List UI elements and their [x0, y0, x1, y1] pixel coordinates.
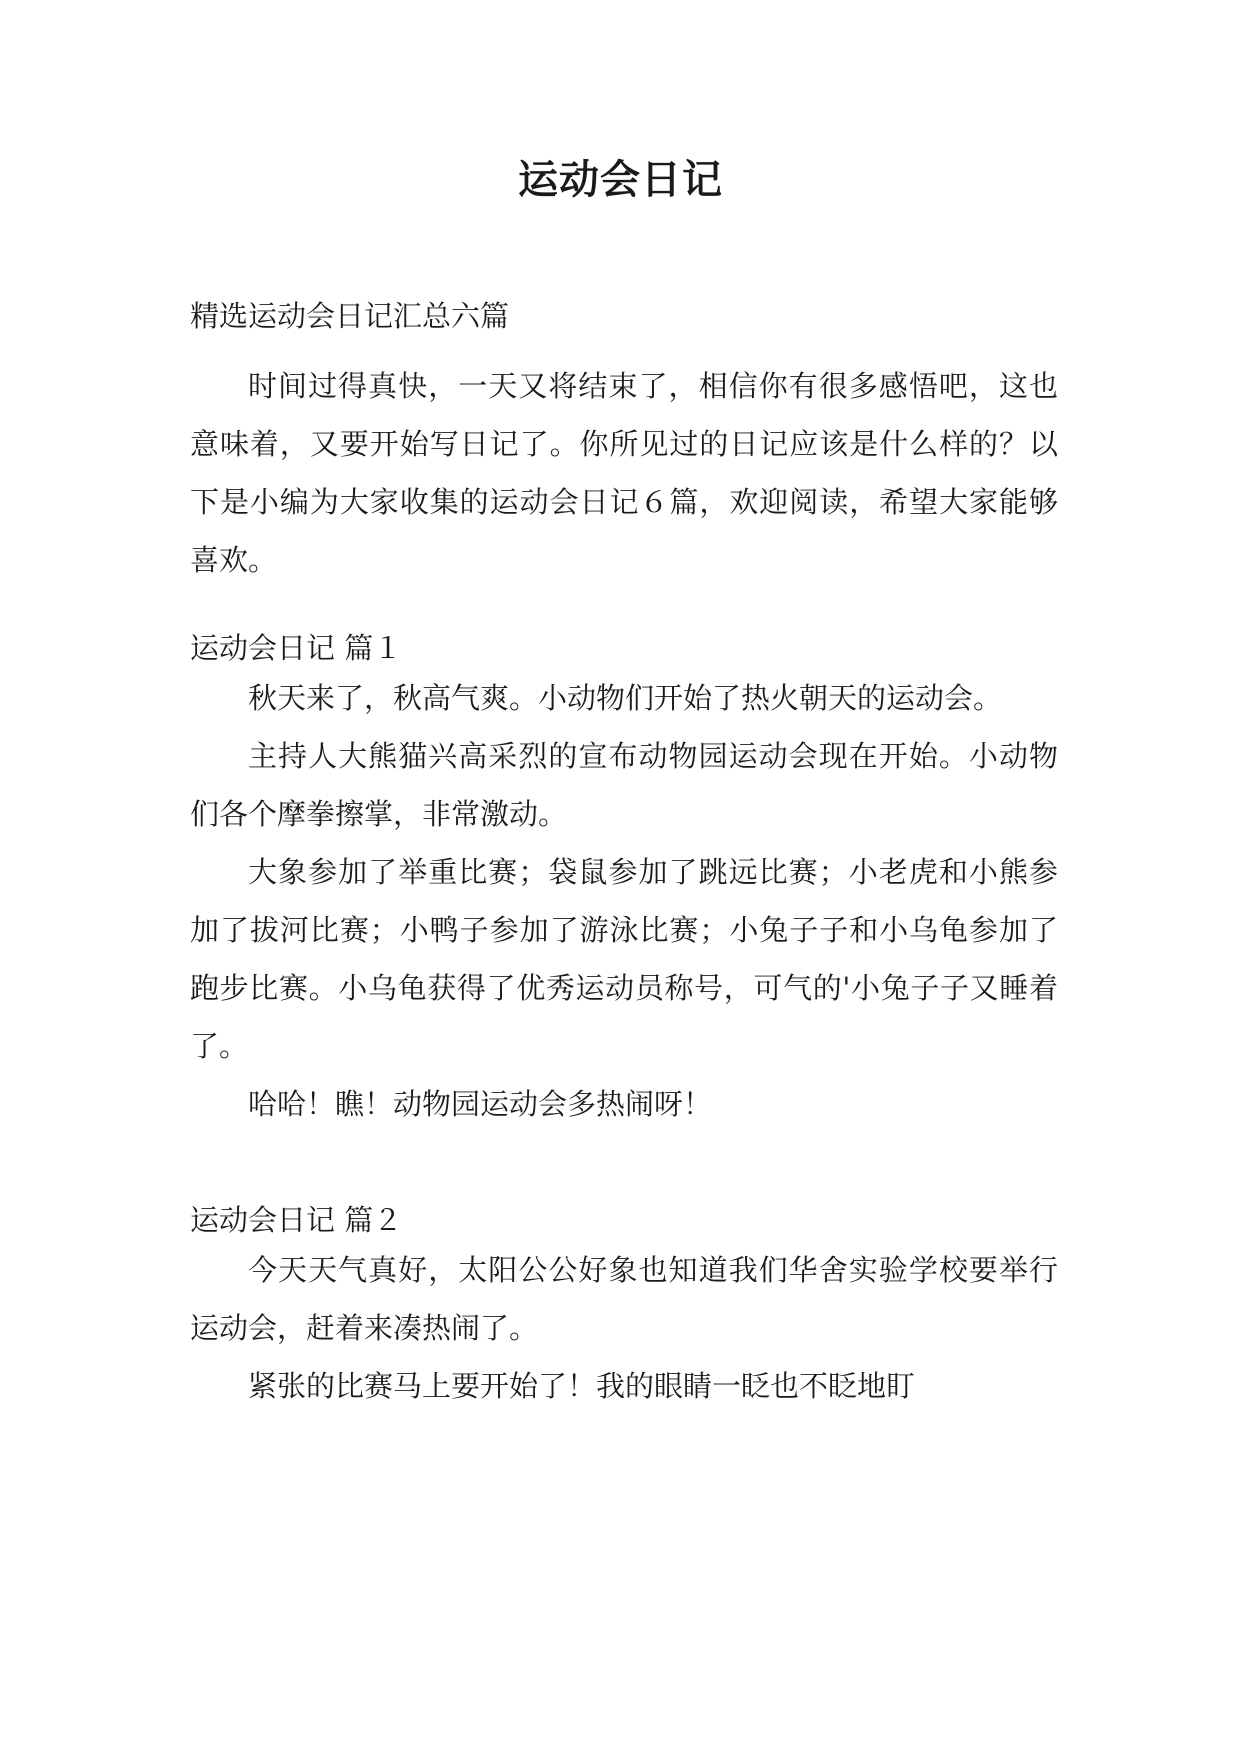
- document-subtitle: 精选运动会日记汇总六篇: [190, 299, 510, 333]
- paragraph: 秋天来了，秋高气爽。小动物们开始了热火朝天的运动会。: [248, 681, 1003, 715]
- paragraph: 主持人大熊猫兴高采烈的宣布动物园运动会现在开始。小动物们各个摩拳擦掌，非常激动。: [190, 739, 1058, 831]
- paragraph: 大象参加了举重比赛；袋鼠参加了跳远比赛；小老虎和小熊参加了拔河比赛；小鸭子参加了游泳比赛；小兔子子和小乌龟参加了跑步比赛。小乌龟获得了优秀运动员称号，可气的'小兔子子又睡着了。: [190, 855, 1058, 1063]
- paragraph: 紧张的比赛马上要开始了！我的眼睛一眨也不眨地盯: [248, 1369, 916, 1403]
- section-1-body: [190, 669, 1058, 1133]
- paragraph: 今天天气真好，太阳公公好象也知道我们华舍实验学校要举行运动会，赶着来凑热闹了。: [190, 1253, 1058, 1345]
- section-heading-1: 运动会日记 篇１: [190, 631, 403, 665]
- paragraph: 哈哈！瞧！动物园运动会多热闹呀！: [248, 1087, 713, 1121]
- intro-block: [190, 357, 1058, 589]
- section-heading-2: 运动会日记 篇２: [190, 1203, 403, 1237]
- document-title: 运动会日记: [518, 157, 723, 203]
- section-2-body: [190, 1241, 1058, 1415]
- intro-paragraph: 时间过得真快，一天又将结束了，相信你有很多感悟吧，这也意味着，又要开始写日记了。你所见过的日记应该是什么样的？以下是小编为大家收集的运动会日记６篇，欢迎阅读，希望大家能够喜欢。: [190, 369, 1058, 577]
